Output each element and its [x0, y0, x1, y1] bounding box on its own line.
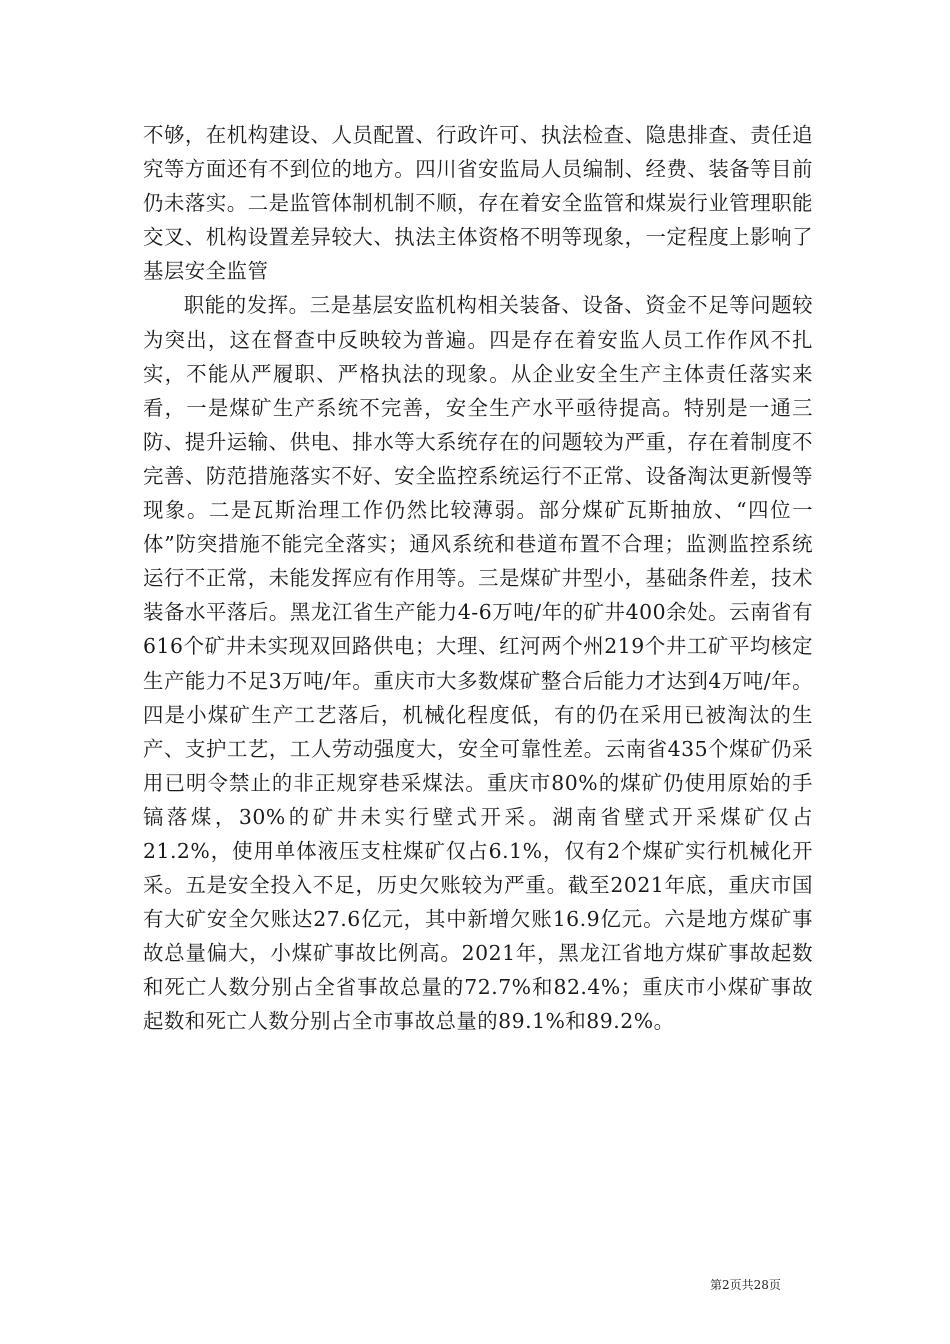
- paragraph-continuation: 不够，在机构建设、人员配置、行政许可、执法检查、隐患排查、责任追究等方面还有不到位的地方。四川省安监局人员编制、经费、装备等目前仍未落实。二是监管体制机制不顺，存在着安全监管和煤炭行业管理职能交叉、机构设置差异较大、执法主体资格不明等现象，一定程度上影响了基层安全监管: [143, 123, 813, 284]
- document-body: [143, 118, 813, 1039]
- paragraph-main: 职能的发挥。三是基层安监机构相关装备、设备、资金不足等问题较为突出，这在督查中反映较为普遍。四是存在着安监人员工作作风不扎实，不能从严履职、严格执法的现象。从企业安全生产主体责任落实来看，一是煤矿生产系统不完善，安全生产水平亟待提高。特别是一通三防、提升运输、供电、排水等大系统存在的问题较为严重，存在着制度不完善、防范措施落实不好、安全监控系统运行不正常、设备淘汰更新慢等现象。二是瓦斯治理工作仍然比较薄弱。部分煤矿瓦斯抽放、“四位一体”防突措施不能完全落实；通风系统和巷道布置不合理；监测监控系统运行不正常，未能发挥应有作用等。三是煤矿井型小，基础条件差，技术装备水平落后。黑龙江省生产能力4-6万吨/年的矿井400余处。云南省有616个矿井未实现双回路供电；大理、红河两个州219个井工矿平均核定生产能力不足3万吨/年。重庆市大多数煤矿整合后能力才达到4万吨/年。四是小煤矿生产工艺落后，机械化程度低，有的仍在采用已被淘汰的生产、支护工艺，工人劳动强度大，安全可靠性差。云南省435个煤矿仍采用已明令禁止的非正规穿巷采煤法。重庆市80%的煤矿仍使用原始的手镐落煤，30%的矿井未实行壁式开采。湖南省壁式开采煤矿仅占21.2%，使用单体液压支柱煤矿仅占6.1%，仅有2个煤矿实行机械化开采。五是安全投入不足，历史欠账较为严重。截至2021年底，重庆市国有大矿安全欠账达27.6亿元，其中新增欠账16.9亿元。六是地方煤矿事故总量偏大，小煤矿事故比例高。2021年，黑龙江省地方煤矿事故起数和死亡人数分别占全省事故总量的72.7%和82.4%；重庆市小煤矿事故起数和死亡人数分别占全市事故总量的89.1%和89.2%。: [143, 293, 813, 1034]
- page-number: 第2页共28页: [710, 1278, 781, 1292]
